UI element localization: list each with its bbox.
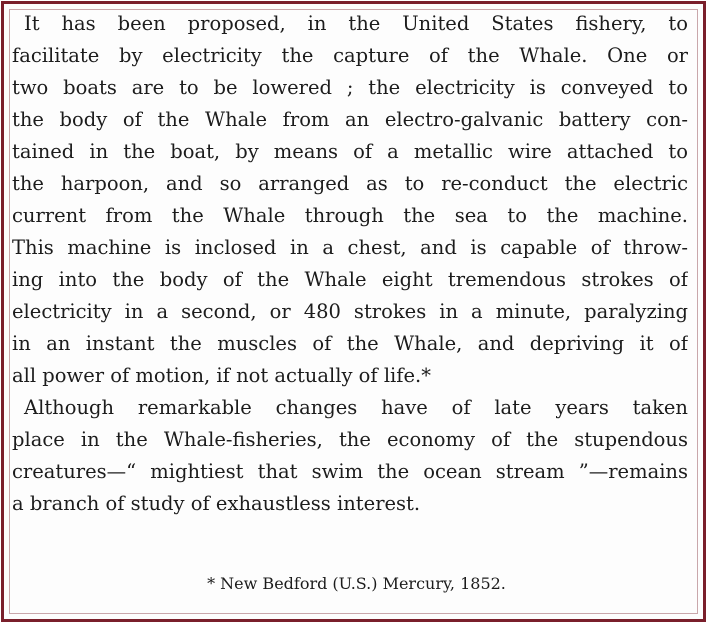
text-line: Although remarkable changes have of late years taken [24, 396, 688, 419]
footnote: * New Bedford (U.S.) Mercury, 1852. [207, 574, 506, 593]
text-line: a branch of study of exhaustless interest. [12, 492, 421, 515]
text-line: place in the Whale-fisheries, the economy of the stupendous [12, 428, 688, 451]
text-line: the body of the Whale from an electro-galvanic battery con- [12, 108, 688, 131]
text-line: creatures—“ mightiest that swim the ocean stream ”—remains [12, 460, 688, 483]
text-line: This machine is inclosed in a chest, and is capable of throw- [12, 236, 688, 259]
text-line: two boats are to be lowered ; the electricity is conveyed to [12, 76, 688, 99]
text-line: ing into the body of the Whale eight tremendous strokes of [12, 268, 688, 291]
text-line: in an instant the muscles of the Whale, and depriving it of [12, 332, 688, 355]
text-line: the harpoon, and so arranged as to re-conduct the electric [12, 172, 688, 195]
text-line: all power of motion, if not actually of life.* [12, 364, 432, 387]
text-line: electricity in a second, or 480 strokes in a minute, paralyzing [12, 300, 688, 323]
body-text [12, 8, 688, 520]
text-line: facilitate by electricity the capture of the Whale. One or [12, 44, 688, 67]
text-line: current from the Whale through the sea to the machine. [12, 204, 688, 227]
text-line: tained in the boat, by means of a metallic wire attached to [12, 140, 688, 163]
text-line: It has been proposed, in the United States fishery, to [24, 12, 688, 35]
